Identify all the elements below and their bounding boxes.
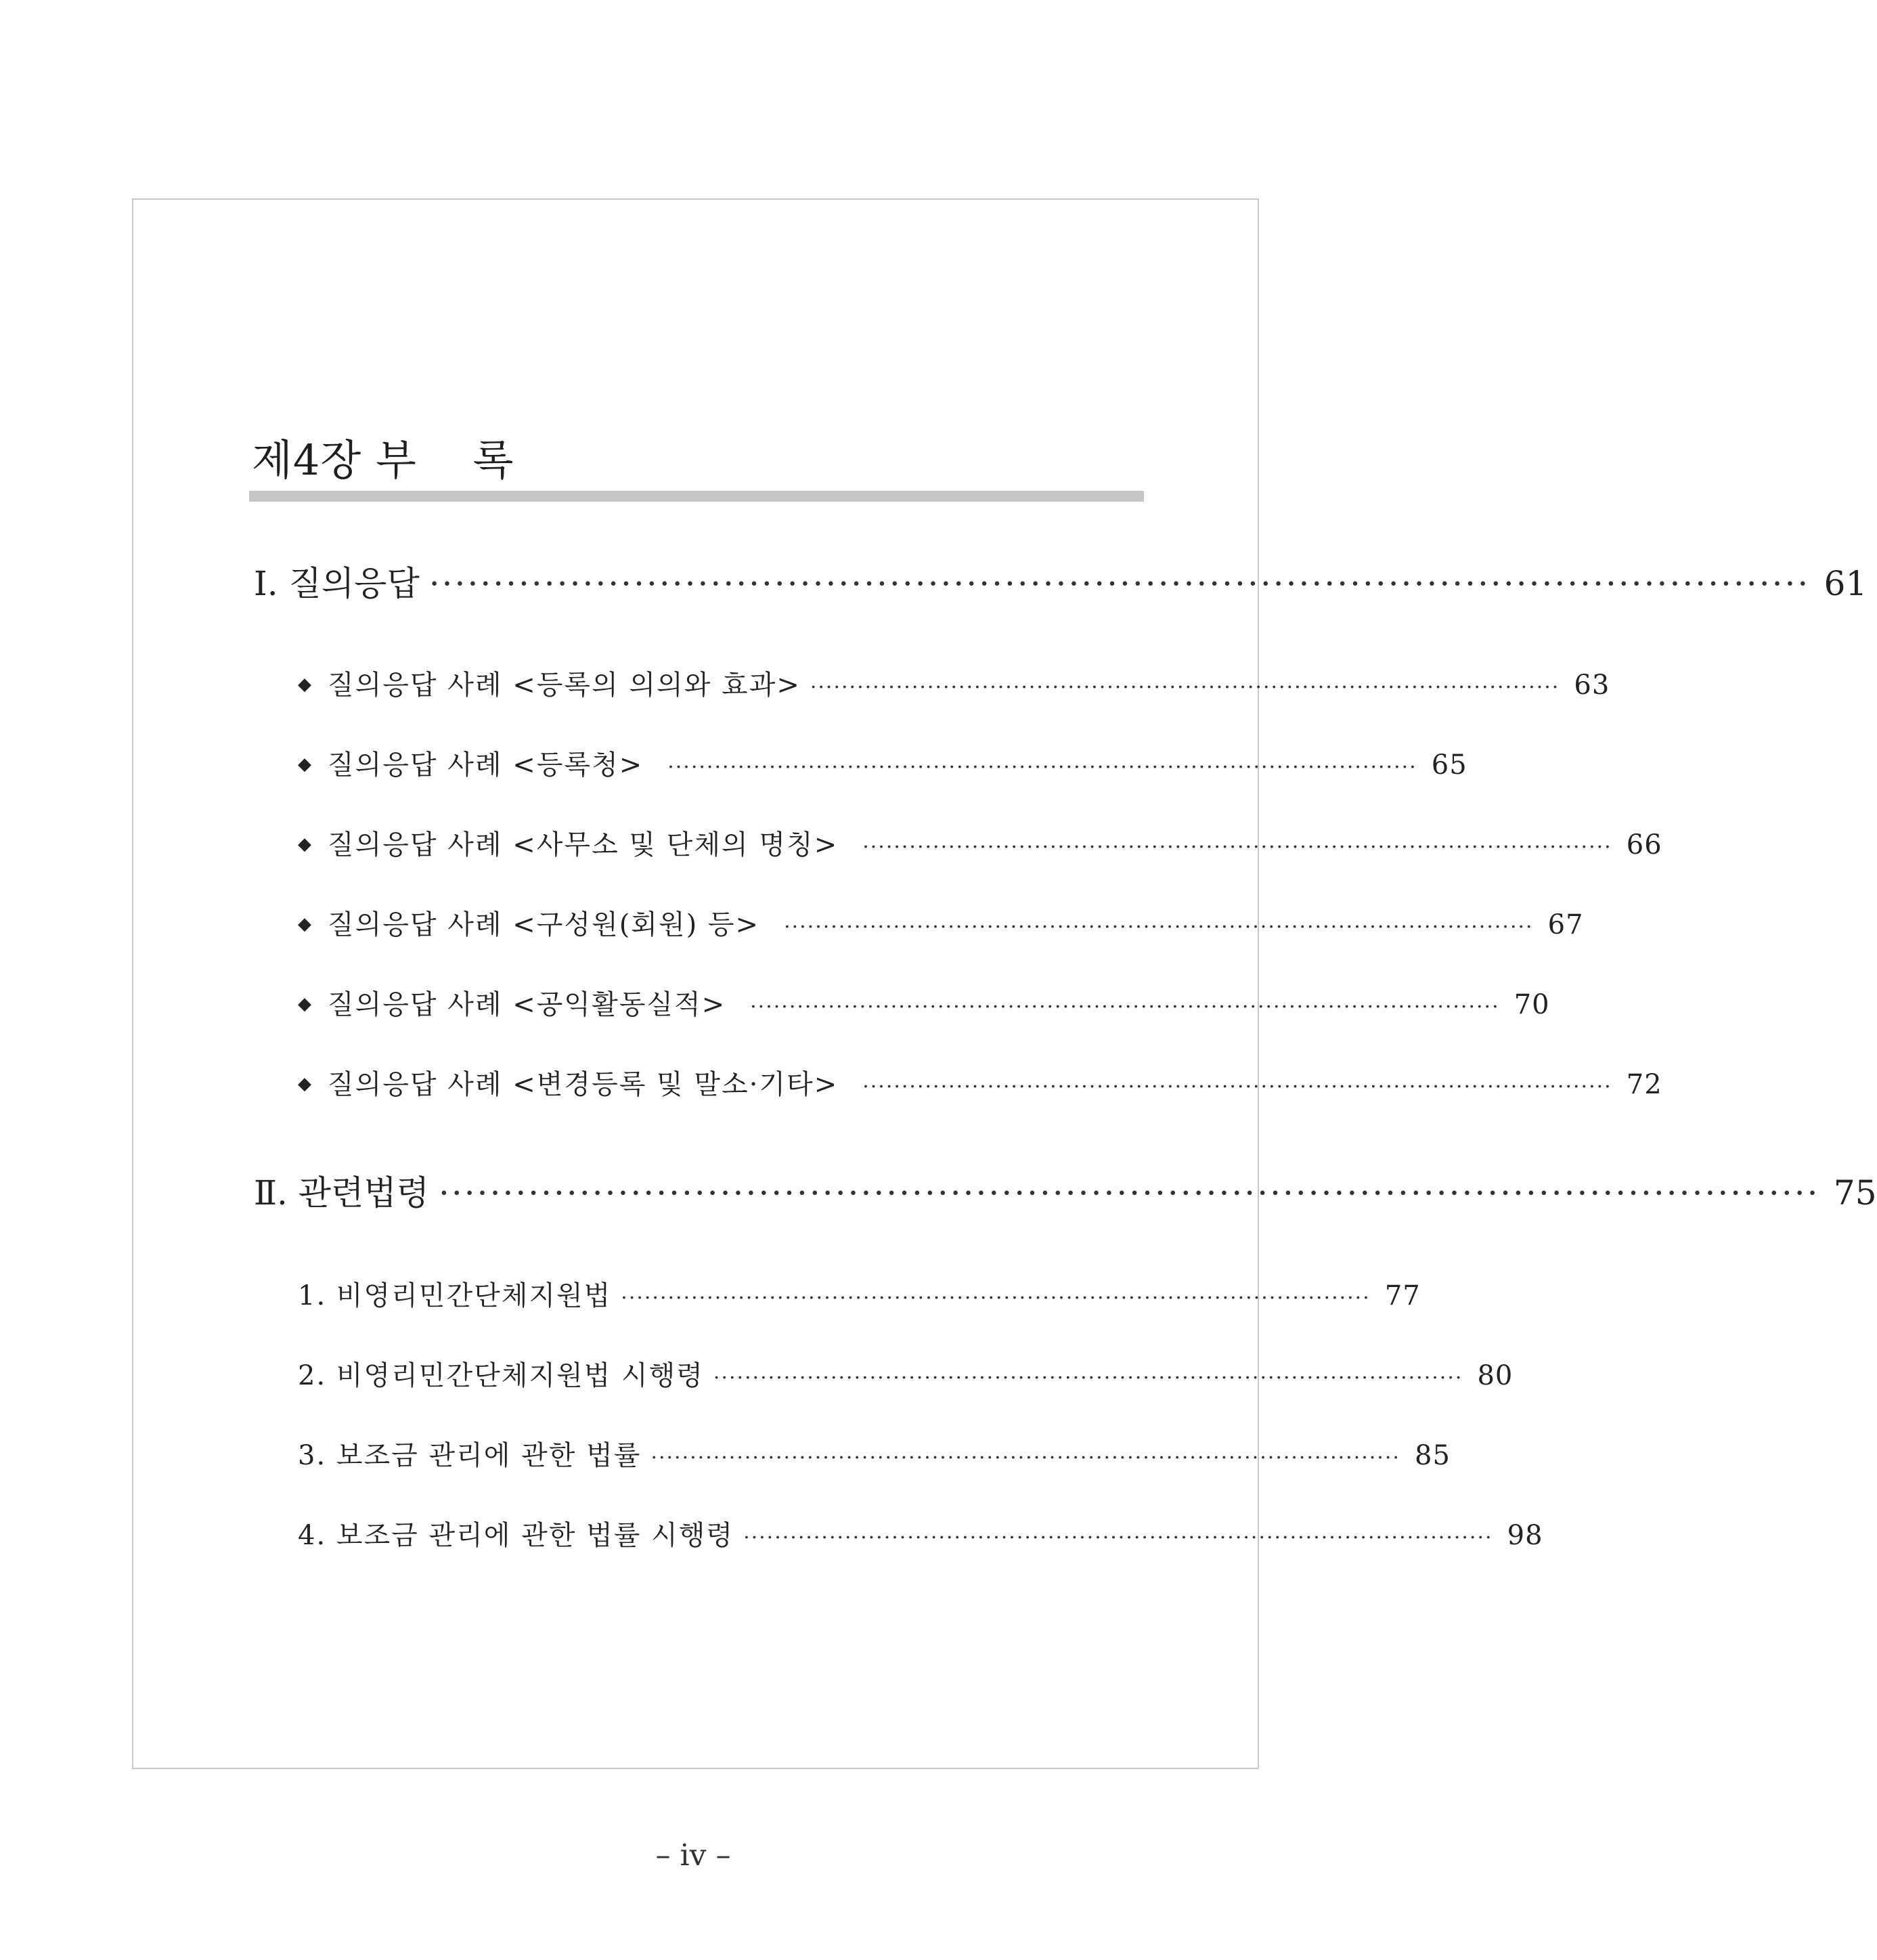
toc-section-label [254,1166,429,1215]
toc-section-label [254,557,420,605]
toc-item-text: 3. 보조금 관리에 관한 법률 [298,1440,642,1471]
toc-page-number: 63 [1574,670,1610,701]
diamond-bullet-icon: ◆ [298,674,313,695]
diamond-bullet-icon: ◆ [298,1074,313,1094]
toc-page-number: 65 [1431,749,1467,781]
toc-item[interactable] [298,903,1584,942]
dot-leader: ································································································ [713,1366,1463,1390]
dot-leader: ············································································································ [439,1173,1820,1213]
dot-leader: ································································································ [862,835,1612,859]
toc-item[interactable] [298,1354,1514,1393]
toc-page-number: 67 [1547,909,1584,940]
toc-item-text: 1. 비영리민간단체지원법 [298,1280,612,1311]
toc-item[interactable] [298,1063,1662,1102]
dot-leader: ································································································ [650,1446,1400,1470]
toc-item-text: 질의응답 사례 <공익활동실적> [328,989,726,1020]
diamond-bullet-icon: ◆ [298,914,313,934]
toc-page-number: 66 [1626,829,1662,861]
chapter-title: 제4장 부 록 [252,435,514,485]
toc-item-text: 질의응답 사례 <사무소 및 단체의 명칭> [328,829,839,861]
diamond-bullet-icon: ◆ [298,994,313,1014]
toc-item-text: 2. 비영리민간단체지원법 시행령 [298,1360,704,1391]
toc-item[interactable] [298,983,1550,1022]
toc-page-number: 80 [1477,1360,1514,1391]
diamond-bullet-icon: ◆ [298,754,313,775]
toc-item[interactable] [298,823,1662,862]
diamond-bullet-icon: ◆ [298,834,313,854]
toc-item[interactable] [298,1274,1421,1313]
toc-page-number: 75 [1833,1173,1877,1213]
toc-item[interactable] [298,1514,1543,1552]
dot-leader: ································································································ [810,676,1560,699]
section-title: 관련법령 [298,1173,429,1213]
toc-page-number: 61 [1824,564,1868,603]
toc-item-text: 4. 보조금 관리에 관한 법률 시행령 [298,1520,734,1551]
toc-item-text: 질의응답 사례 <구성원(회원) 등> [328,909,760,940]
toc-page-number: 85 [1415,1440,1451,1471]
page-number-footer: – iv – [655,1838,731,1873]
dot-leader: ································································································ [750,995,1500,1019]
toc-item-text: 질의응답 사례 <변경등록 및 말소·기타> [328,1069,839,1100]
toc-page-number: 70 [1514,989,1550,1020]
toc-page-number: 98 [1507,1520,1543,1551]
toc-page-number: 72 [1626,1069,1662,1100]
dot-leader: ································································································ [621,1286,1371,1310]
title-rule [249,491,1144,502]
dot-leader: ································································································ [862,1075,1612,1099]
toc-item[interactable] [298,663,1610,702]
toc-page-number: 77 [1384,1280,1421,1311]
toc-section-1[interactable] [254,557,1868,605]
toc-item-text: 질의응답 사례 <등록청> [328,749,644,781]
toc-item[interactable] [298,743,1467,782]
dot-leader: ································································································ [667,756,1417,779]
dot-leader: ············································································································ [428,564,1811,603]
section-title: 질의응답 [288,564,420,603]
section-numeral: Ⅰ. [254,564,278,603]
dot-leader: ································································································ [784,915,1534,939]
toc-section-2[interactable] [254,1166,1877,1215]
toc-item[interactable] [298,1434,1451,1473]
section-numeral: Ⅱ. [254,1173,288,1213]
dot-leader: ································································································ [743,1526,1493,1550]
toc-item-text: 질의응답 사례 <등록의 의의와 효과> [328,670,801,701]
